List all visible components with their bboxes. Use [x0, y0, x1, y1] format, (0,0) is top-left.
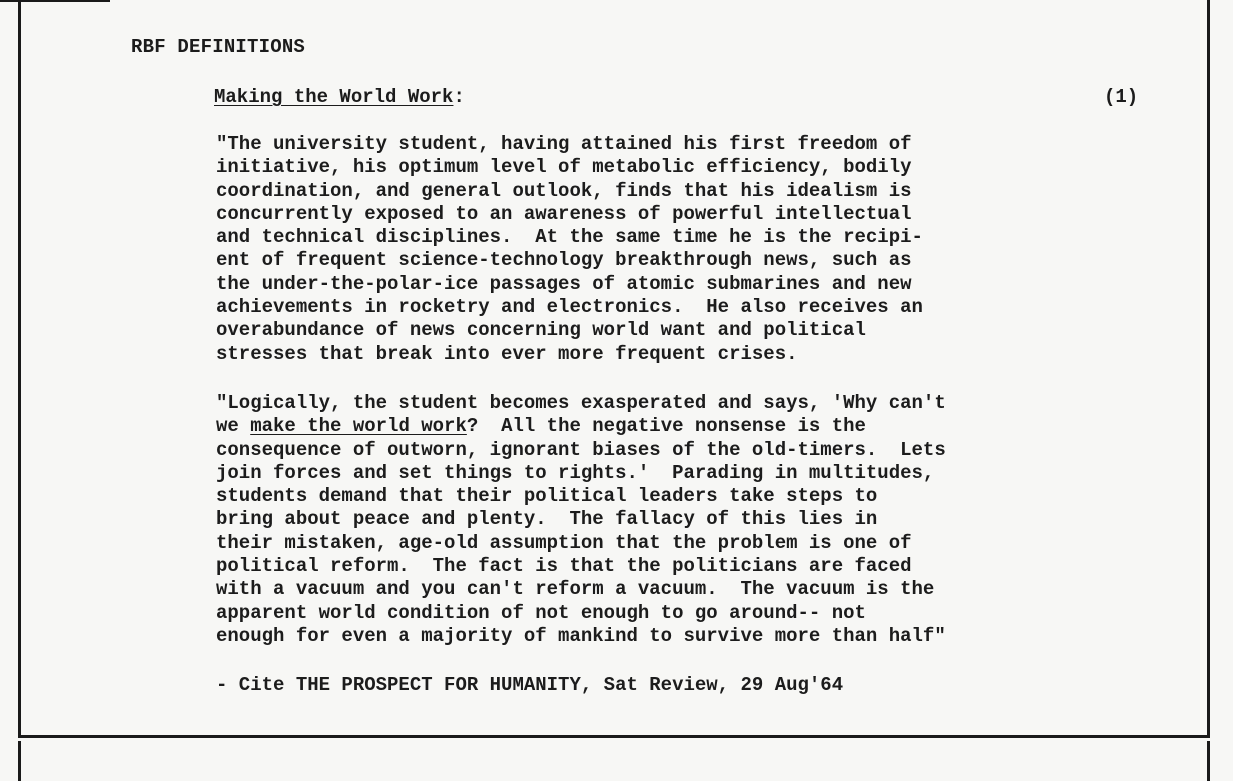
paragraph-line: "Logically, the student becomes exasperated and says, 'Why can't: [216, 392, 946, 414]
line-suffix: ? All the negative nonsense is the: [466, 415, 866, 438]
paragraph-line: enough for even a majority of mankind to survive more than half": [216, 624, 946, 647]
paragraph-line: bring about peace and plenty. The fallacy of this lies in: [216, 508, 878, 531]
entry-title: [214, 86, 465, 108]
paragraph-line: with a vacuum and you can't reform a vacuum. The vacuum is the: [216, 578, 935, 601]
quote-paragraph-2: [216, 392, 1136, 648]
paragraph-line: the under-the-polar-ice passages of atomic submarines and new: [216, 272, 912, 295]
paragraph-line: "The university student, having attained his first freedom of: [216, 133, 912, 155]
citation: - Cite THE PROSPECT FOR HUMANITY, Sat Review, 29 Aug'64: [216, 674, 844, 696]
paragraph-line: and technical disciplines. At the same time he is the recipi-: [216, 226, 923, 249]
paragraph-line: coordination, and general outlook, finds that his idealism is: [216, 179, 912, 202]
paragraph-line: overabundance of news concerning world want and political: [216, 319, 866, 342]
paragraph-line: achievements in rocketry and electronics. He also receives an: [216, 296, 923, 319]
paragraph-line: [216, 415, 1136, 438]
paragraph-line: stresses that break into ever more frequent crises.: [216, 342, 798, 365]
paragraph-line: ent of frequent science-technology breakthrough news, such as: [216, 249, 912, 272]
paragraph-line: political reform. The fact is that the politicians are faced: [216, 555, 912, 578]
next-card-edge: [18, 741, 1210, 781]
paragraph-line: initiative, his optimum level of metabolic efficiency, bodily: [216, 156, 912, 179]
entry-title-colon: :: [453, 86, 465, 108]
paragraph-line: their mistaken, age-old assumption that the problem is one of: [216, 531, 912, 554]
paragraph-line: students demand that their political leaders take steps to: [216, 485, 878, 508]
paragraph-line: concurrently exposed to an awareness of powerful intellectual: [216, 202, 912, 225]
quote-paragraph-1: [216, 133, 1136, 366]
page-heading: RBF DEFINITIONS: [131, 36, 306, 58]
entry-title-text: Making the World Work: [214, 86, 454, 108]
paragraph-line: apparent world condition of not enough to go around-- not: [216, 601, 866, 624]
paragraph-line: consequence of outworn, ignorant biases of the old-timers. Lets: [216, 438, 946, 461]
entry-number: (1): [1104, 86, 1139, 108]
underlined-phrase: make the world work: [250, 415, 467, 438]
line-prefix: we: [216, 415, 251, 438]
paragraph-line: join forces and set things to rights.' Parading in multitudes,: [216, 461, 935, 484]
